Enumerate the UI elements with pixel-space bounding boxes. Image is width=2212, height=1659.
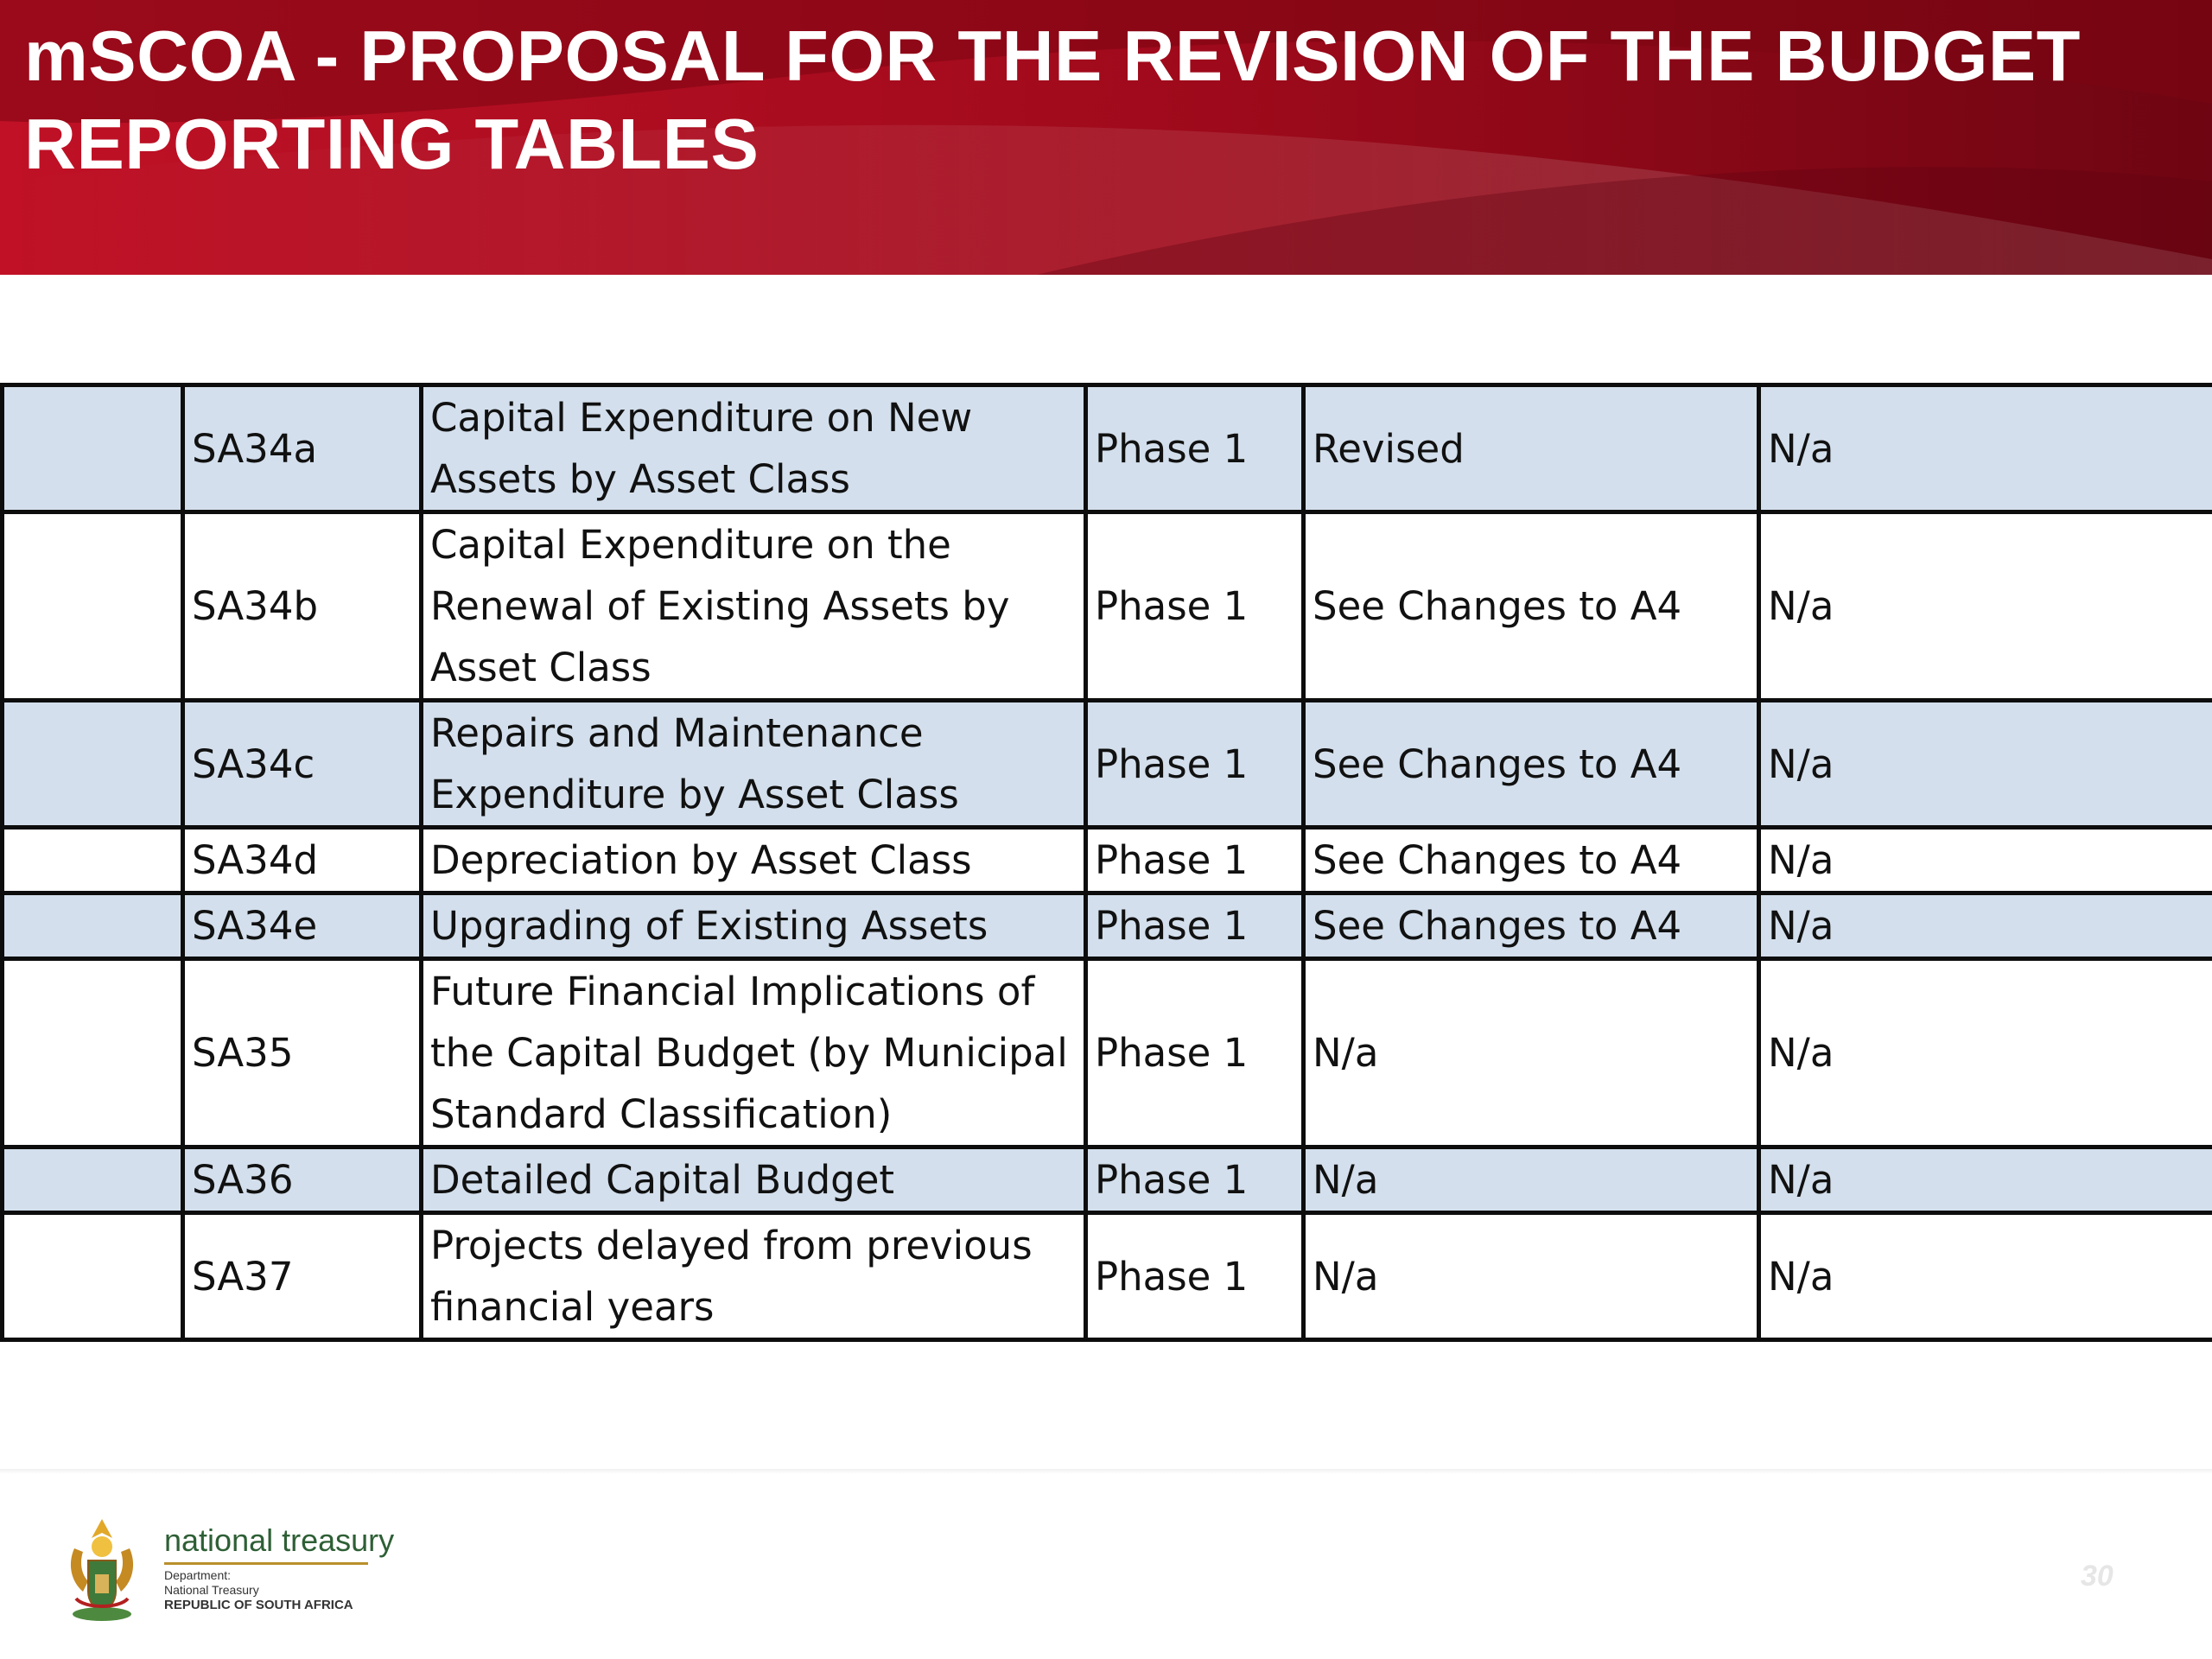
row-blank-cell: [3, 893, 183, 959]
footer-divider: [0, 1469, 2212, 1474]
row-code-cell: SA37: [183, 1213, 422, 1340]
row-description-cell: Capital Expenditure on the Renewal of Existing Assets by Asset Class: [422, 512, 1086, 701]
row-blank-cell: [3, 701, 183, 828]
row-remark-cell: N/a: [1759, 1213, 2212, 1340]
department-label: Department:: [164, 1568, 232, 1582]
slide-title: mSCOA - PROPOSAL FOR THE REVISION OF THE BUDGET REPORTING TABLES: [24, 16, 2081, 184]
row-description-cell: Future Financial Implications of the Capital Budget (by Municipal Standard Classification): [422, 959, 1086, 1147]
row-code-cell: SA34d: [183, 828, 422, 893]
department-name: National Treasury: [164, 1583, 259, 1597]
row-remark-cell: N/a: [1759, 959, 2212, 1147]
row-description-cell: Depreciation by Asset Class: [422, 828, 1086, 893]
row-phase-cell: Phase 1: [1086, 512, 1304, 701]
row-change-cell: See Changes to A4: [1304, 893, 1759, 959]
row-phase-cell: Phase 1: [1086, 828, 1304, 893]
row-code-cell: SA34e: [183, 893, 422, 959]
row-blank-cell: [3, 959, 183, 1147]
row-remark-cell: N/a: [1759, 1147, 2212, 1213]
row-code-cell: SA34c: [183, 701, 422, 828]
row-description-cell: Repairs and Maintenance Expenditure by Asset Class: [422, 701, 1086, 828]
row-change-cell: See Changes to A4: [1304, 828, 1759, 893]
row-phase-cell: Phase 1: [1086, 1147, 1304, 1213]
table-row: [3, 385, 2212, 512]
row-change-cell: N/a: [1304, 1147, 1759, 1213]
row-remark-cell: N/a: [1759, 385, 2212, 512]
row-change-cell: See Changes to A4: [1304, 701, 1759, 828]
row-description-cell: Upgrading of Existing Assets: [422, 893, 1086, 959]
row-phase-cell: Phase 1: [1086, 385, 1304, 512]
row-phase-cell: Phase 1: [1086, 1213, 1304, 1340]
row-blank-cell: [3, 828, 183, 893]
row-remark-cell: N/a: [1759, 512, 2212, 701]
slide-header: [0, 0, 2212, 275]
row-change-cell: See Changes to A4: [1304, 512, 1759, 701]
brand-underline: [164, 1562, 368, 1565]
table-row: [3, 512, 2212, 701]
row-blank-cell: [3, 1213, 183, 1340]
row-code-cell: SA34a: [183, 385, 422, 512]
budget-reporting-table: [0, 383, 2212, 1342]
brand-name: national treasury: [164, 1522, 395, 1558]
row-change-cell: N/a: [1304, 959, 1759, 1147]
page-number: 30: [2081, 1560, 2113, 1592]
table-row: [3, 828, 2212, 893]
row-blank-cell: [3, 385, 183, 512]
row-description-cell: Projects delayed from previous financial years: [422, 1213, 1086, 1340]
row-code-cell: SA34b: [183, 512, 422, 701]
row-remark-cell: N/a: [1759, 701, 2212, 828]
coat-of-arms-icon: [59, 1512, 145, 1624]
row-change-cell: Revised: [1304, 385, 1759, 512]
row-code-cell: SA35: [183, 959, 422, 1147]
table-row: [3, 701, 2212, 828]
table-row: [3, 959, 2212, 1147]
row-phase-cell: Phase 1: [1086, 893, 1304, 959]
table-row: [3, 1147, 2212, 1213]
row-blank-cell: [3, 512, 183, 701]
table-row: [3, 1213, 2212, 1340]
table-row: [3, 893, 2212, 959]
row-remark-cell: N/a: [1759, 893, 2212, 959]
row-description-cell: Detailed Capital Budget: [422, 1147, 1086, 1213]
row-code-cell: SA36: [183, 1147, 422, 1213]
row-phase-cell: Phase 1: [1086, 959, 1304, 1147]
row-remark-cell: N/a: [1759, 828, 2212, 893]
country-name: REPUBLIC OF SOUTH AFRICA: [164, 1598, 353, 1612]
row-description-cell: Capital Expenditure on New Assets by Asset Class: [422, 385, 1086, 512]
row-blank-cell: [3, 1147, 183, 1213]
row-phase-cell: Phase 1: [1086, 701, 1304, 828]
department-block: [164, 1568, 353, 1612]
row-change-cell: N/a: [1304, 1213, 1759, 1340]
reporting-table-grid: [0, 383, 2212, 1342]
